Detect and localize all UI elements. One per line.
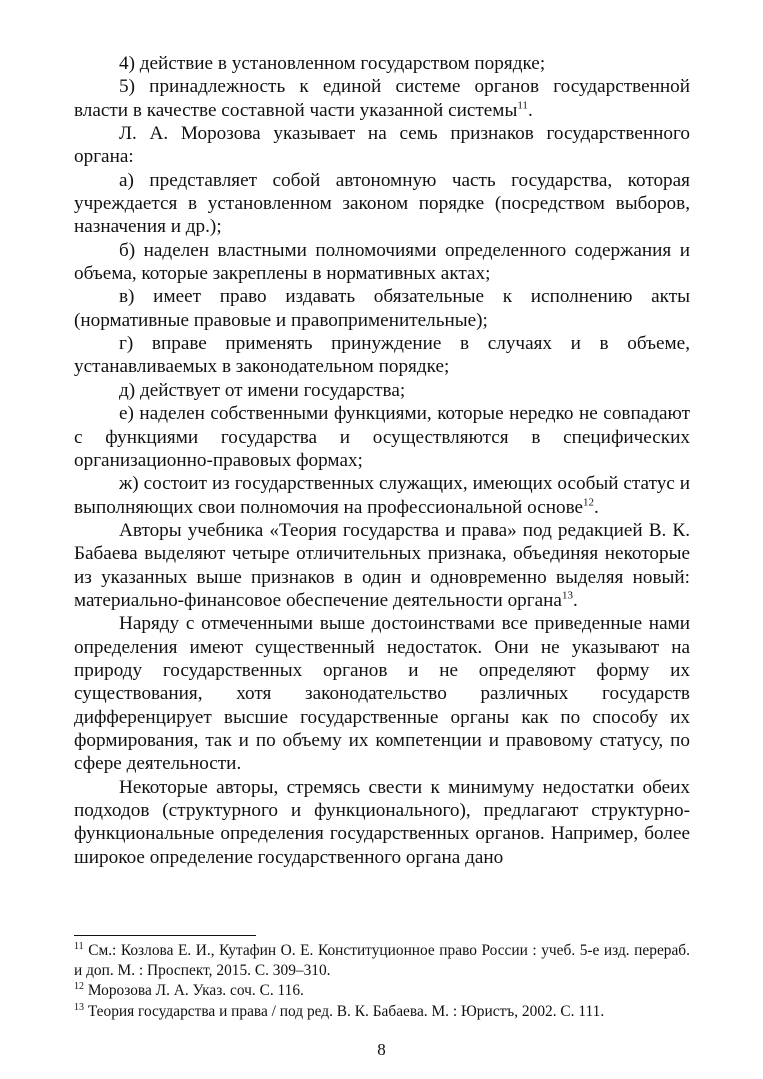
footnote-text: Морозова Л. А. Указ. соч. С. 116. bbox=[84, 982, 304, 1000]
footnote bbox=[74, 981, 690, 1001]
footnote-divider bbox=[74, 935, 256, 936]
paragraph-text: г) вправе применять принуждение в случаях и в объеме, устанавливаемых в законодательном порядке; bbox=[74, 333, 690, 378]
footnote-ref[interactable]: 13 bbox=[561, 589, 573, 602]
paragraph-text: б) наделен властными полномочиями определенного содержания и объема, которые закреплены в нормативных актах; bbox=[74, 239, 690, 285]
paragraph-tail: . bbox=[594, 496, 599, 518]
paragraph-tail: . bbox=[527, 99, 533, 121]
paragraph bbox=[74, 52, 690, 75]
paragraph-text: 4) действие в установленном государством порядке; bbox=[119, 53, 546, 74]
footnote-ref[interactable]: 12 bbox=[583, 496, 595, 509]
footnote-number: 13 bbox=[74, 1001, 84, 1013]
paragraph-text: Некоторые авторы, стремясь свести к минимуму недостатки обеих подходов (структурного и функционального), предлагают структурно-функциональные определения государственных органов. Например, более широкое определение государственного органа дано bbox=[74, 776, 690, 868]
paragraph-tail: . bbox=[572, 589, 578, 611]
paragraph-text: в) имеет право издавать обязательные к исполнению акты (нормативные правовые и правоприменительные); bbox=[74, 286, 690, 331]
paragraph bbox=[74, 519, 690, 612]
footnote-text: См.: Козлова Е. И., Кутафин О. Е. Конституционное право России : учеб. 5-е изд. перераб. и доп. М. : Проспект, 2015. С. 309–310. bbox=[74, 942, 690, 980]
paragraph bbox=[74, 239, 690, 286]
footnote bbox=[74, 941, 690, 981]
paragraph bbox=[74, 379, 690, 402]
paragraph-text: а) представляет собой автономную часть государства, которая учреждается в установленном законом порядке (посредством выборов, назначения и др.); bbox=[74, 169, 690, 238]
footnote bbox=[74, 1002, 690, 1022]
paragraph bbox=[74, 75, 690, 122]
paragraph-text: Наряду с отмеченными выше достоинствами все приведенные нами определения имеют существенный недостаток. Они не указывают на природу государственных органов и не определяют форму их существования, хотя законодательство различных государств дифференцирует высшие государственные органы как по способу их формирования, так и по объему их компетенции и правовому статусу, по сфере деятельности. bbox=[74, 613, 690, 775]
footnotes bbox=[74, 941, 690, 1022]
footnote-number: 11 bbox=[74, 940, 84, 952]
footnote-text: Теория государства и права / под ред. В. К. Бабаева. М. : Юристъ, 2002. С. 111. bbox=[84, 1002, 605, 1020]
paragraph-text: Л. А. Морозова указывает на семь признаков государственного органа: bbox=[74, 123, 690, 168]
paragraph-text: е) наделен собственными функциями, которые нередко не совпадают с функциями государства и осуществляются в специфических организационно-правовых формах; bbox=[74, 403, 690, 471]
paragraph-text: д) действует от имени государства; bbox=[119, 379, 406, 401]
paragraph bbox=[74, 169, 690, 239]
paragraph bbox=[74, 776, 690, 869]
paragraph bbox=[74, 332, 690, 379]
paragraph bbox=[74, 402, 690, 472]
paragraph bbox=[74, 122, 690, 169]
main-text bbox=[74, 52, 690, 869]
footnote-number: 12 bbox=[74, 981, 84, 993]
paragraph-text: ж) состоит из государственных служащих, имеющих особый статус и выполняющих свои полномочия на профессиональной основе bbox=[74, 473, 690, 518]
paragraph bbox=[74, 285, 690, 332]
footnote-ref[interactable]: 11 bbox=[517, 99, 528, 112]
paragraph-text: 5) принадлежность к единой системе органов государственной власти в качестве составной части указанной системы bbox=[74, 76, 690, 121]
paragraph-text: Авторы учебника «Теория государства и права» под редакцией В. К. Бабаева выделяют четыре отличительных признака, объединяя некоторые из указанных выше признаков в один и одновременно выделяя новый: материально-финансовое обеспечение деятельности органа bbox=[74, 519, 690, 611]
paragraph bbox=[74, 612, 690, 775]
paragraph bbox=[74, 472, 690, 519]
page-number: 8 bbox=[377, 1040, 386, 1059]
